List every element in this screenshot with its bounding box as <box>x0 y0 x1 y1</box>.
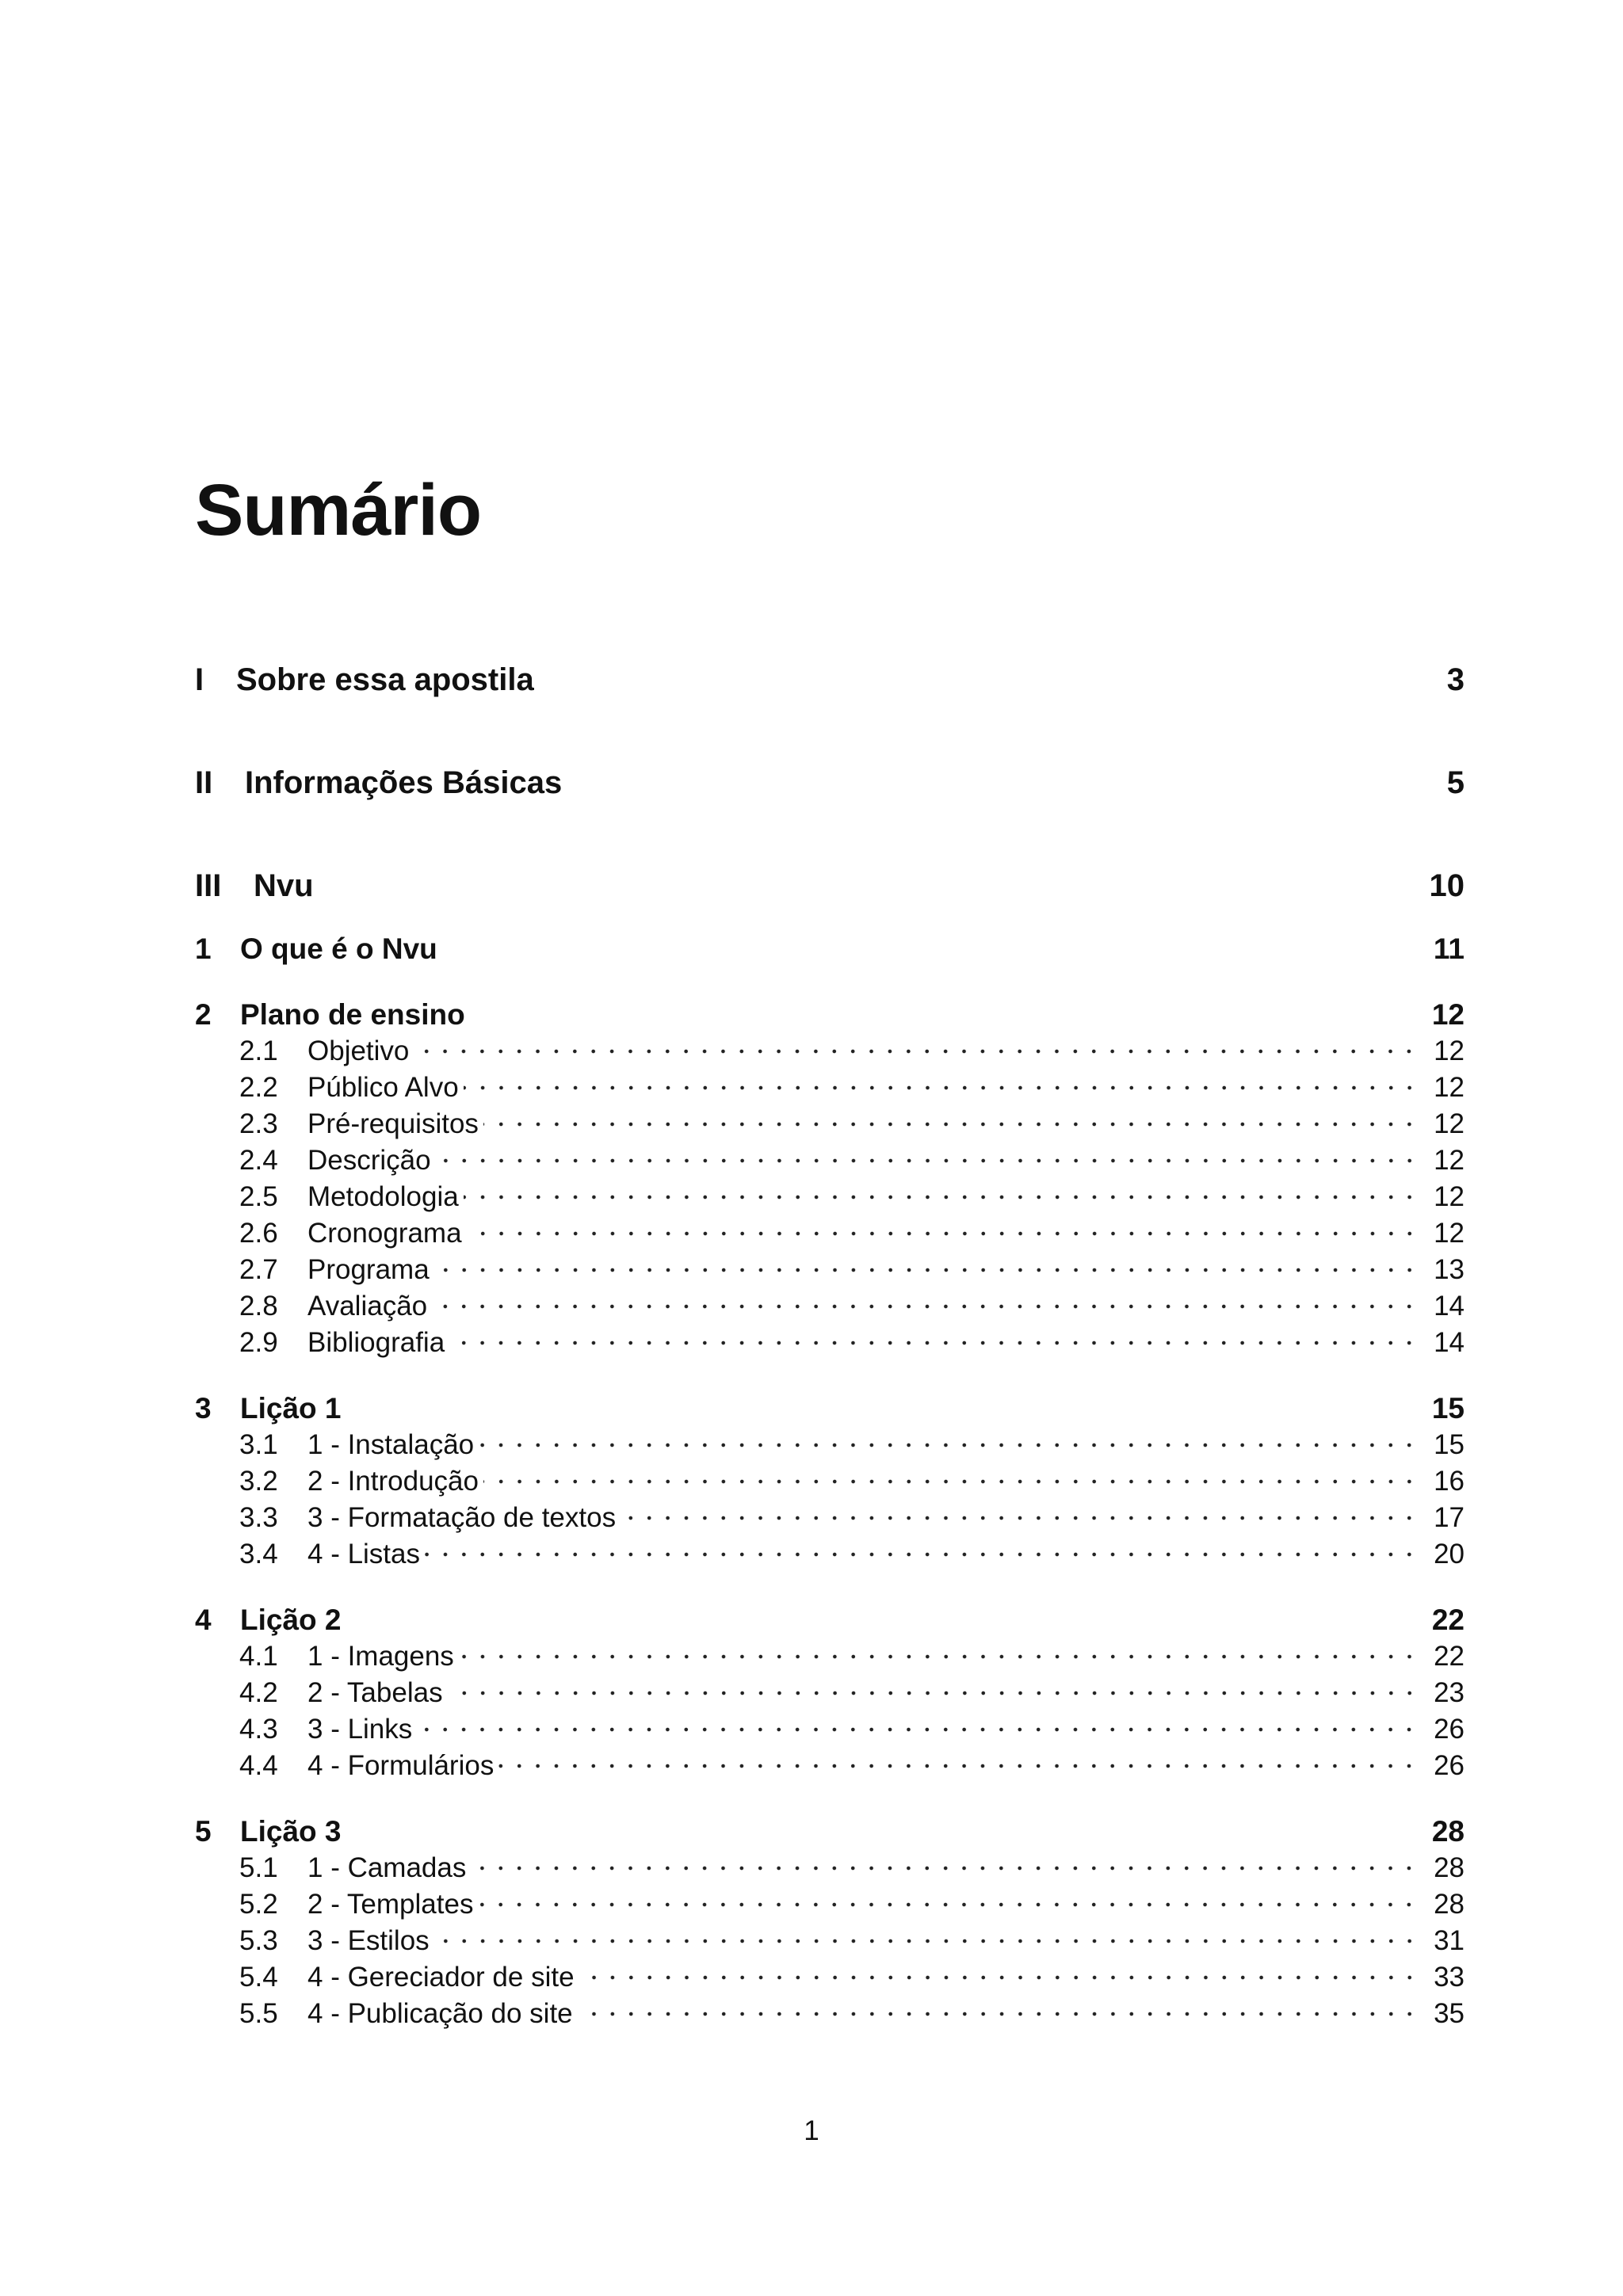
toc-chapter-3[interactable] <box>195 1391 1465 1426</box>
toc-part-title: Sobre essa apostila <box>236 662 534 697</box>
toc-section-number: 4.3 <box>239 1714 278 1745</box>
toc-dot-leader <box>436 1143 1425 1178</box>
toc-chapter-1[interactable] <box>195 932 1465 967</box>
toc-section-number: 5.1 <box>239 1852 278 1883</box>
page-title: Sumário <box>195 470 482 551</box>
toc-chapter-page: 12 <box>1431 998 1465 1031</box>
toc-section-number: 2.1 <box>239 1035 278 1066</box>
toc-section-3-4[interactable] <box>239 1537 1465 1572</box>
toc-part-number: II <box>195 765 213 800</box>
toc-section-page: 22 <box>1434 1641 1465 1672</box>
toc-section-3-1[interactable] <box>239 1428 1465 1463</box>
toc-section-2-8[interactable] <box>239 1289 1465 1324</box>
toc-chapter-page: 22 <box>1431 1604 1465 1636</box>
toc-section-2-3[interactable] <box>239 1107 1465 1142</box>
toc-section-title: 4 - Publicação do site <box>307 1998 573 2029</box>
toc-section-number: 2.7 <box>239 1254 278 1285</box>
toc-dot-leader <box>621 1501 1425 1535</box>
toc-section-page: 26 <box>1434 1714 1465 1745</box>
toc-chapter-number: 2 <box>195 998 212 1031</box>
toc-section-4-1[interactable] <box>239 1639 1465 1674</box>
toc-section-number: 3.2 <box>239 1466 278 1497</box>
toc-part-i[interactable] <box>195 661 1465 699</box>
toc-section-number: 2.2 <box>239 1072 278 1103</box>
toc-section-page: 26 <box>1434 1750 1465 1781</box>
toc-section-page: 28 <box>1434 1852 1465 1883</box>
toc-section-number: 2.5 <box>239 1181 278 1212</box>
toc-section-5-3[interactable] <box>239 1924 1465 1958</box>
toc-section-page: 12 <box>1434 1072 1465 1103</box>
toc-section-title: 3 - Estilos <box>307 1925 430 1956</box>
toc-section-page: 12 <box>1434 1218 1465 1249</box>
toc-section-title: 3 - Links <box>307 1714 413 1745</box>
toc-section-title: 1 - Camadas <box>307 1852 467 1883</box>
toc-chapter-5[interactable] <box>195 1814 1465 1849</box>
toc-section-title: 1 - Imagens <box>307 1641 454 1672</box>
toc-chapter-4[interactable] <box>195 1603 1465 1638</box>
toc-section-number: 4.4 <box>239 1750 278 1781</box>
toc-dot-leader <box>464 1180 1425 1215</box>
toc-section-title: Cronograma <box>307 1218 462 1249</box>
toc-chapter-number: 3 <box>195 1392 212 1425</box>
toc-section-page: 23 <box>1434 1677 1465 1708</box>
toc-section-title: 2 - Tabelas <box>307 1677 443 1708</box>
toc-section-number: 3.1 <box>239 1429 278 1460</box>
toc-section-4-3[interactable] <box>239 1712 1465 1747</box>
toc-dot-leader <box>434 1253 1425 1287</box>
toc-section-4-2[interactable] <box>239 1676 1465 1711</box>
toc-section-page: 12 <box>1434 1145 1465 1176</box>
toc-section-page: 31 <box>1434 1925 1465 1956</box>
toc-section-title: Público Alvo <box>307 1072 459 1103</box>
toc-section-number: 2.4 <box>239 1145 278 1176</box>
toc-section-number: 3.4 <box>239 1539 278 1569</box>
toc-section-2-2[interactable] <box>239 1070 1465 1105</box>
toc-section-number: 4.2 <box>239 1677 278 1708</box>
toc-chapter-title: O que é o Nvu <box>240 933 437 965</box>
toc-section-number: 4.1 <box>239 1641 278 1672</box>
toc-section-5-2[interactable] <box>239 1887 1465 1922</box>
toc-section-page: 12 <box>1434 1035 1465 1066</box>
toc-chapter-2[interactable] <box>195 997 1465 1032</box>
toc-section-title: Pré-requisitos <box>307 1108 479 1139</box>
toc-chapter-number: 1 <box>195 933 212 965</box>
toc-section-number: 2.3 <box>239 1108 278 1139</box>
toc-section-number: 5.3 <box>239 1925 278 1956</box>
toc-section-page: 14 <box>1434 1327 1465 1358</box>
toc-chapter-number: 4 <box>195 1604 212 1636</box>
toc-section-page: 12 <box>1434 1108 1465 1139</box>
toc-part-title: Nvu <box>254 868 314 903</box>
toc-chapter-number: 5 <box>195 1815 212 1848</box>
toc-part-page: 5 <box>1446 765 1465 800</box>
toc-section-title: 4 - Formulários <box>307 1750 495 1781</box>
toc-part-page: 3 <box>1446 662 1465 697</box>
toc-section-number: 5.4 <box>239 1962 278 1993</box>
toc-dot-leader <box>425 1537 1425 1572</box>
toc-chapter-title: Plano de ensino <box>240 998 465 1031</box>
toc-section-number: 5.2 <box>239 1889 278 1920</box>
toc-dot-leader <box>449 1325 1425 1360</box>
toc-section-page: 16 <box>1434 1466 1465 1497</box>
toc-dot-leader <box>448 1676 1425 1711</box>
toc-dot-leader <box>434 1924 1425 1958</box>
toc-section-page: 13 <box>1434 1254 1465 1285</box>
toc-section-2-4[interactable] <box>239 1143 1465 1178</box>
toc-section-page: 14 <box>1434 1291 1465 1322</box>
toc-dot-leader <box>579 1960 1425 1995</box>
toc-chapter-page: 11 <box>1433 933 1465 965</box>
toc-section-5-1[interactable] <box>239 1851 1465 1886</box>
toc-dot-leader <box>478 1887 1425 1922</box>
toc-part-ii[interactable] <box>195 764 1465 802</box>
toc-section-page: 28 <box>1434 1889 1465 1920</box>
toc-dot-leader <box>467 1216 1425 1251</box>
toc-dot-leader <box>479 1428 1425 1463</box>
toc-section-2-7[interactable] <box>239 1253 1465 1287</box>
toc-section-3-2[interactable] <box>239 1464 1465 1499</box>
toc-section-title: 2 - Templates <box>307 1889 474 1920</box>
toc-section-4-4[interactable] <box>239 1749 1465 1783</box>
toc-part-page: 10 <box>1429 868 1465 903</box>
toc-section-5-5[interactable] <box>239 1997 1465 2031</box>
toc-part-iii[interactable] <box>195 867 1465 905</box>
toc-section-title: Metodologia <box>307 1181 459 1212</box>
toc-dot-leader <box>464 1070 1425 1105</box>
toc-section-title: 1 - Instalação <box>307 1429 475 1460</box>
toc-section-page: 15 <box>1434 1429 1465 1460</box>
toc-dot-leader <box>459 1639 1425 1674</box>
toc-section-2-9[interactable] <box>239 1325 1465 1360</box>
toc-part-number: I <box>195 662 204 697</box>
toc-section-title: 2 - Introdução <box>307 1466 479 1497</box>
toc-section-number: 2.6 <box>239 1218 278 1249</box>
toc-chapter-title: Lição 1 <box>240 1392 342 1425</box>
toc-chapter-page: 15 <box>1431 1392 1465 1425</box>
toc-section-title: 4 - Gereciador de site <box>307 1962 575 1993</box>
toc-part-number: III <box>195 868 222 903</box>
toc-dot-leader <box>498 1749 1425 1783</box>
toc-section-number: 3.3 <box>239 1502 278 1533</box>
toc-section-page: 33 <box>1434 1962 1465 1993</box>
toc-part-title: Informações Básicas <box>245 765 563 800</box>
toc-dot-leader <box>414 1034 1425 1069</box>
toc-section-title: Objetivo <box>307 1035 410 1066</box>
toc-dot-leader <box>578 1997 1425 2031</box>
toc-section-number: 2.8 <box>239 1291 278 1322</box>
toc-section-title: Bibliografia <box>307 1327 445 1358</box>
toc-section-title: 4 - Listas <box>307 1539 420 1569</box>
toc-section-title: Avaliação <box>307 1291 428 1322</box>
toc-section-page: 35 <box>1434 1998 1465 2029</box>
toc-chapter-page: 28 <box>1431 1815 1465 1848</box>
toc-section-title: 3 - Formatação de textos <box>307 1502 617 1533</box>
toc-section-page: 20 <box>1434 1539 1465 1569</box>
toc-section-title: Descrição <box>307 1145 431 1176</box>
toc-section-page: 12 <box>1434 1181 1465 1212</box>
toc-section-number: 2.9 <box>239 1327 278 1358</box>
toc-dot-leader <box>483 1464 1425 1499</box>
toc-section-2-6[interactable] <box>239 1216 1465 1251</box>
toc-section-page: 17 <box>1434 1502 1465 1533</box>
toc-section-number: 5.5 <box>239 1998 278 2029</box>
toc-dot-leader <box>483 1107 1425 1142</box>
toc-section-3-3[interactable] <box>239 1501 1465 1535</box>
toc-section-title: Programa <box>307 1254 430 1285</box>
toc-section-5-4[interactable] <box>239 1960 1465 1995</box>
toc-dot-leader <box>417 1712 1425 1747</box>
toc-dot-leader <box>432 1289 1425 1324</box>
page-number: 1 <box>804 2115 819 2146</box>
toc-chapter-title: Lição 2 <box>240 1604 342 1636</box>
toc-section-2-1[interactable] <box>239 1034 1465 1069</box>
toc-section-2-5[interactable] <box>239 1180 1465 1215</box>
toc-dot-leader <box>471 1851 1425 1886</box>
toc-chapter-title: Lição 3 <box>240 1815 342 1848</box>
